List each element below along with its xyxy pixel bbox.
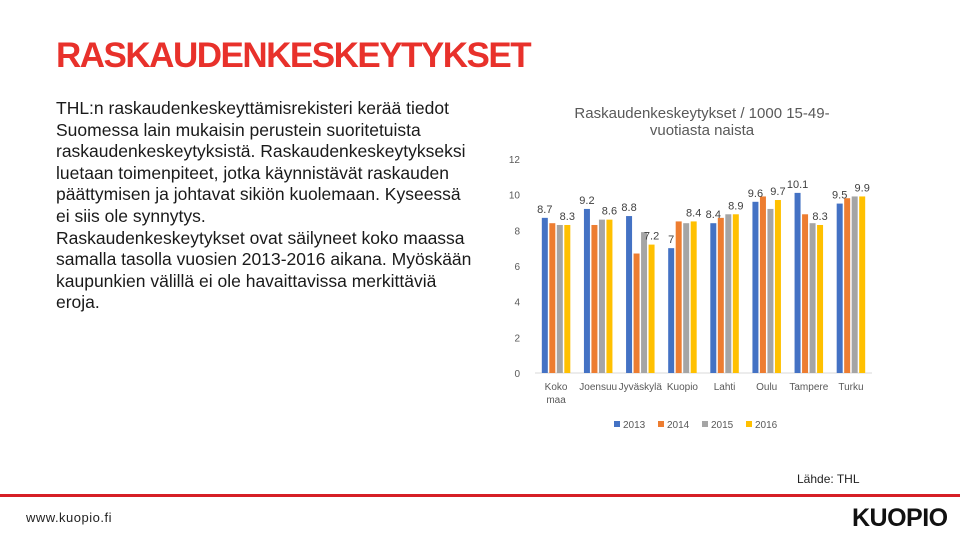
bar-2016 — [691, 221, 697, 373]
y-tick-label: 12 — [508, 155, 520, 166]
x-tick-label: Oulu — [756, 382, 778, 393]
y-tick-label: 0 — [514, 369, 520, 380]
bar-2016 — [649, 245, 655, 373]
source-label: Lähde: THL — [797, 472, 860, 486]
bar-2015 — [725, 214, 731, 373]
x-tick-label: maa — [546, 395, 566, 406]
y-tick-label: 10 — [508, 190, 520, 202]
bar-2014 — [591, 225, 597, 373]
legend-swatch-2016 — [746, 421, 752, 427]
legend-label: 2014 — [667, 420, 690, 431]
x-tick-label: Kuopio — [666, 382, 699, 393]
bar-2016 — [733, 214, 739, 373]
legend-label: 2016 — [755, 420, 778, 431]
bar-2013 — [542, 218, 548, 373]
data-label: 8.3 — [812, 210, 828, 223]
footer-divider — [0, 494, 960, 497]
data-label: 8.6 — [601, 205, 618, 218]
bar-2013 — [584, 209, 590, 373]
body-paragraph-2: Raskaudenkeskeytykset ovat säilyneet koko maassa samalla tasolla vuosien 2013-2016 aikana. Myöskään kaupunkien välillä ei ole havaittavissa merkittäviä eroja. — [56, 227, 472, 313]
bar-2016 — [564, 225, 570, 373]
data-label: 9.7 — [770, 186, 786, 199]
legend-swatch-2015 — [702, 421, 708, 427]
bar-2016 — [775, 200, 781, 373]
x-tick-label: Koko — [544, 382, 568, 393]
x-tick-label: Jyväskylä — [618, 382, 662, 393]
data-label: 8.8 — [621, 202, 637, 215]
bar-2016 — [817, 225, 823, 373]
bar-2016 — [606, 220, 612, 373]
bar-2013 — [626, 216, 632, 373]
x-tick-label: Turku — [838, 382, 864, 393]
footer-url: www.kuopio.fi — [26, 510, 112, 525]
data-label: 7.2 — [643, 230, 660, 243]
bar-2013 — [710, 223, 716, 373]
data-label: 8.4 — [705, 209, 721, 222]
body-paragraph-1: THL:n raskaudenkeskeyttämisrekisteri kerää tiedot Suomessa lain mukaisin perustein suoritetuista raskaudenkeskeytyksistä. Raskaudenkeskeytykseksi luetaan toimenpiteet, jotka käynnistävät raskauden päättymisen ja johtavat sikiön kuolemaan. Kyseessä ei siis ole synnytys. — [56, 98, 466, 226]
bar-2013 — [795, 193, 801, 373]
data-label: 9.2 — [579, 194, 595, 207]
chart-title-line: Raskaudenkeskeytykset / 1000 15-49- — [574, 105, 830, 122]
bar-2013 — [837, 204, 843, 373]
bar-2015 — [767, 209, 773, 373]
bar-2014 — [676, 221, 682, 373]
bar-2014 — [718, 218, 724, 373]
y-tick-label: 6 — [514, 262, 520, 273]
bar-2015 — [557, 225, 563, 373]
y-tick-label: 2 — [514, 333, 520, 345]
data-label: 9.5 — [832, 189, 848, 202]
bar-2015 — [641, 232, 647, 373]
chart-title-line: vuotiasta naista — [649, 122, 755, 139]
body-text — [56, 98, 476, 314]
bar-2014 — [844, 198, 850, 373]
data-label: 9.9 — [854, 182, 870, 195]
data-label: 9.6 — [747, 187, 764, 200]
data-label: 10.1 — [786, 178, 809, 191]
data-label: 8.9 — [728, 200, 744, 213]
bar-2013 — [752, 202, 758, 373]
legend-label: 2013 — [623, 420, 646, 431]
legend-swatch-2013 — [614, 421, 620, 427]
legend-swatch-2014 — [658, 421, 664, 427]
x-tick-label: Lahti — [713, 382, 736, 393]
bar-2014 — [802, 214, 808, 373]
page-title: RASKAUDENKESKEYTYKSET — [56, 36, 531, 75]
x-tick-label: Tampere — [789, 382, 829, 393]
bar-2014 — [549, 223, 555, 373]
bar-chart — [500, 96, 885, 441]
bar-2015 — [599, 220, 605, 373]
legend-label: 2015 — [711, 420, 734, 431]
bar-2015 — [683, 223, 689, 373]
data-label: 8.4 — [686, 207, 702, 220]
bar-2015 — [852, 196, 858, 373]
kuopio-logo: KUOPIO — [852, 504, 948, 532]
data-label: 8.7 — [537, 203, 553, 216]
bar-2013 — [668, 248, 674, 373]
bar-2016 — [859, 196, 865, 373]
x-tick-label: Joensuu — [579, 382, 618, 393]
bar-2014 — [634, 254, 640, 373]
y-tick-label: 4 — [514, 297, 520, 309]
bar-2015 — [810, 223, 816, 373]
data-label: 7 — [668, 234, 675, 247]
y-tick-label: 8 — [514, 226, 520, 238]
data-label: 8.3 — [559, 210, 575, 223]
bar-2014 — [760, 196, 766, 373]
